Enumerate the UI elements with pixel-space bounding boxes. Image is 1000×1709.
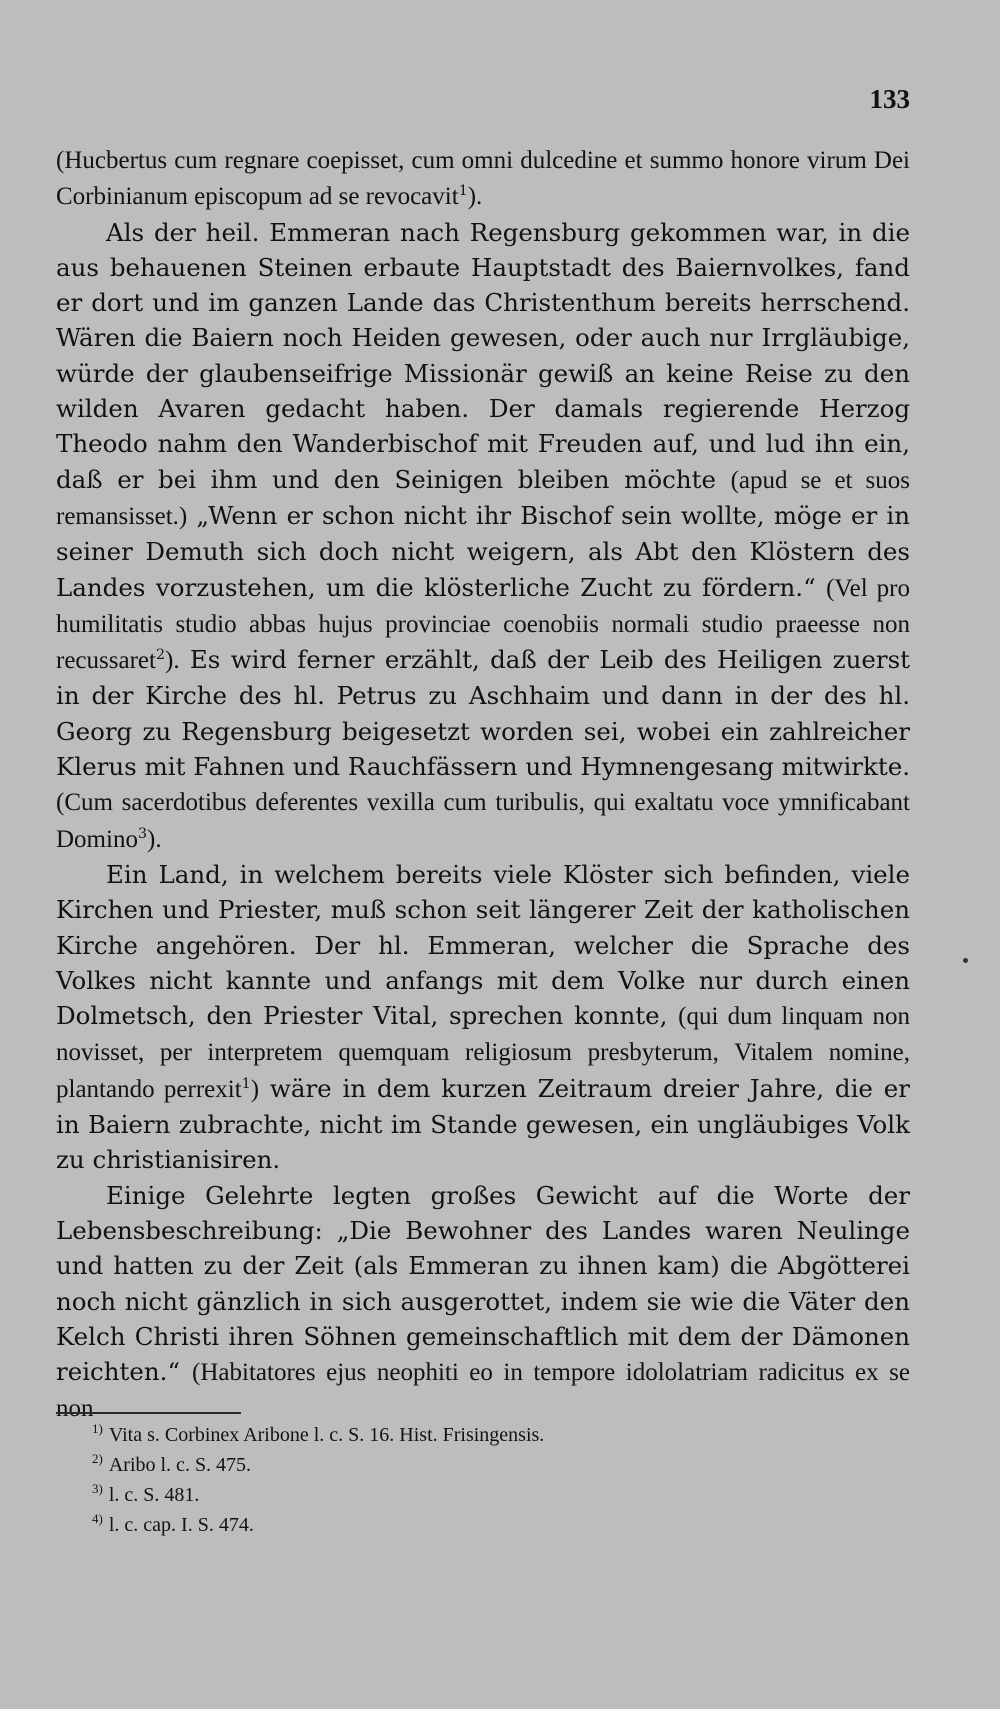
footnote-reference: 1 <box>241 1075 251 1092</box>
footnote-mark: 1) <box>92 1421 103 1437</box>
text-run: Einige Gelehrte legten großes Gewicht auf die Worte der Lebensbeschreibung: „Die Bewohner des Landes waren Neulinge und hatten zu der Zeit (als Emmeran zu ihnen kam) die Abgötterei noch nicht gänzlich in sich ausgerottet, indem sie wie die Väter den Kelch Christi ihren Söhnen gemeinschaftlich mit dem der Dämonen reichten.“ <box>56 1180 910 1387</box>
text-run: wäre in dem kurzen Zeitraum dreier Jahre, die er in Baiern zubrachte, nicht im Stande gewesen, ein ungläubiges Volk zu christianisiren. <box>56 1073 910 1175</box>
footnotes <box>92 1420 892 1540</box>
paragraph-3 <box>56 857 910 1178</box>
latin-text: (Vel pro humilitatis studio abbas hujus provinciae coenobiis normali studio praeesse non recussaret <box>56 574 910 675</box>
footnote-text: Aribo l. c. S. 475. <box>108 1454 252 1476</box>
footnote-2 <box>92 1450 892 1480</box>
paragraph-2 <box>56 215 910 857</box>
latin-text: ). <box>165 647 180 675</box>
text-run: „Wenn er schon nicht ihr Bischof sein wollte, möge er in seiner Demuth sich doch nicht weigern, als Abt den Klöstern des Landes vorzustehen, um die klösterliche Zucht zu fördern.“ <box>56 500 910 602</box>
footnote-1 <box>92 1420 892 1450</box>
footnote-text: l. c. S. 481. <box>108 1484 200 1506</box>
footnote-reference: 3 <box>137 825 147 842</box>
latin-text: ). <box>467 183 483 211</box>
page-number: 133 <box>869 84 910 114</box>
footnote-reference: 1 <box>458 183 468 200</box>
footnote-reference: 2 <box>155 647 165 663</box>
body-text <box>56 142 910 1427</box>
footnote-text: Vita s. Corbinex Aribone l. c. S. 16. Hist. Frisingensis. <box>108 1424 545 1446</box>
footnote-mark: 3) <box>92 1481 103 1497</box>
paragraph-4 <box>56 1178 910 1427</box>
latin-text: ). <box>147 825 162 853</box>
text-run: Ein Land, in welchem bereits viele Klöster sich befinden, viele Kirchen und Priester, muß schon seit längerer Zeit der katholischen Kirche angehören. Der hl. Emmeran, welcher die Sprache des Volkes nicht kannte und anfangs mit dem Volke nur durch einen Dolmetsch, den Priester Vital, sprechen konnte, <box>56 859 910 1031</box>
footnote-mark: 2) <box>92 1451 103 1467</box>
latin-text: (Habitatores ejus neophiti eo in tempore idololatriam radicitus ex se non <box>56 1359 910 1423</box>
paragraph-1 <box>56 142 910 215</box>
latin-text: (qui dum linquam non novisset, per interpretem quemquam religiosum presbyterum, Vitalem nomine, plantando perrexit <box>56 1003 910 1103</box>
footnote-rule <box>56 1412 241 1414</box>
text-run: Es wird ferner erzählt, daß der Leib des Heiligen zuerst in der Kirche des hl. Petrus zu Aschhaim und dann in der des hl. Georg zu Regensburg beigesetzt worden sei, wobei ein zahlreicher Klerus mit Fahnen und Rauchfässern und Hymnengesang mitwirkte. <box>56 645 910 782</box>
latin-text: ) <box>250 1075 260 1103</box>
footnote-text: l. c. cap. I. S. 474. <box>108 1514 254 1536</box>
print-speck <box>963 958 968 963</box>
footnote-4 <box>92 1510 892 1540</box>
footnote-3 <box>92 1480 892 1510</box>
footnote-mark: 4) <box>92 1511 103 1527</box>
text-run: Als der heil. Emmeran nach Regensburg gekommen war, in die aus behauenen Steinen erbaute Hauptstadt des Baiernvolkes, fand er dort und im ganzen Lande das Christenthum bereits herrschend. Wären die Baiern noch Heiden gewesen, oder auch nur Irrgläubige, würde der glaubenseifrige Missionär gewiß an keine Reise zu den wilden Avaren gedacht haben. Der damals regierende Herzog Theodo nahm den Wanderbischof mit Freuden auf, und lud ihn ein, daß er bei ihm und den Seinigen bleiben möchte <box>56 217 910 494</box>
latin-text: (Cum sacerdotibus deferentes vexilla cum turibulis, qui exaltatu voce ymnificabant Domino <box>56 789 910 853</box>
latin-text: (Hucbertus cum regnare coepisset, cum omni dulcedine et summo honore virum Dei Corbinianum episcopum ad se revocavit <box>56 147 910 211</box>
latin-text: (apud se et suos remansisset.) <box>56 466 910 530</box>
